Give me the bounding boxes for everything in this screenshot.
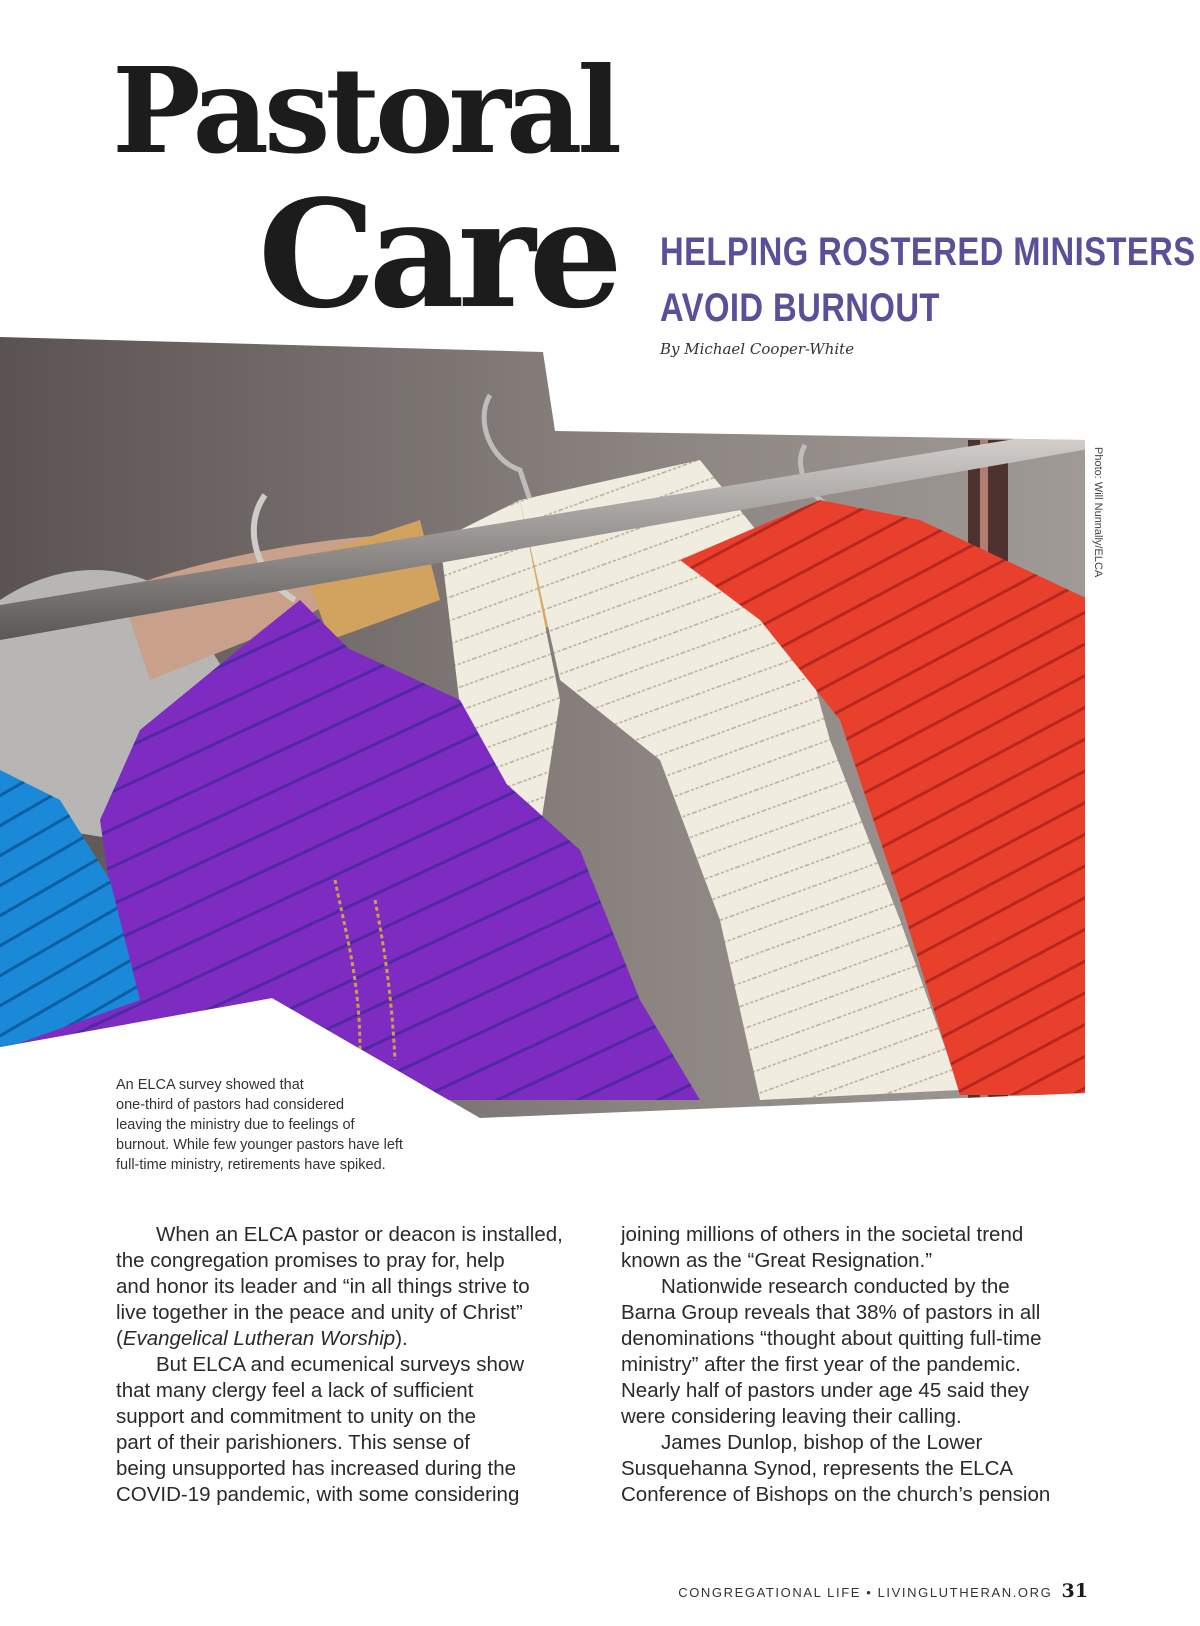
body-line: James Dunlop, bishop of the Lower — [661, 1431, 983, 1454]
body-line: live together in the peace and unity of Christ” — [116, 1301, 523, 1324]
body-line: being unsupported has increased during the — [116, 1457, 517, 1480]
paren-open: ( — [116, 1327, 123, 1350]
caption-line: burnout. While few younger pastors have left — [116, 1137, 403, 1153]
page-number: 31 — [1061, 1580, 1088, 1602]
book-title: Evangelical Lutheran Worship — [122, 1327, 396, 1350]
photo-caption — [116, 1075, 436, 1175]
body-line: Barna Group reveals that 38% of pastors in all — [621, 1301, 1041, 1324]
body-line: Nearly half of pastors under age 45 said they — [621, 1379, 1029, 1402]
subtitle-line: HELPING ROSTERED MINISTERS — [660, 230, 1196, 274]
body-line: Nationwide research conducted by the — [661, 1275, 1010, 1298]
body-line — [116, 1326, 586, 1352]
headline-pastoral: Pastoral — [112, 41, 618, 180]
body-line: support and commitment to unity on the — [116, 1405, 477, 1428]
body-line: COVID-19 pandemic, with some considering — [116, 1483, 520, 1506]
body-line: ministry” after the first year of the pandemic. — [621, 1353, 1021, 1376]
body-line: When an ELCA pastor or deacon is installed, — [156, 1223, 563, 1246]
body-line: Susquehanna Synod, represents the ELCA — [621, 1457, 1014, 1480]
body-line: known as the “Great Resignation.” — [621, 1249, 933, 1272]
body-column-1 — [116, 1222, 586, 1508]
body-line: part of their parishioners. This sense of — [116, 1431, 470, 1454]
caption-line: leaving the ministry due to feelings of — [116, 1117, 355, 1133]
body-line: joining millions of others in the societal trend — [621, 1223, 1024, 1246]
body-column-2 — [621, 1222, 1091, 1508]
page-footer — [678, 1580, 1088, 1602]
body-line: Conference of Bishops on the church’s pension — [621, 1483, 1051, 1506]
body-line: were considering leaving their calling. — [621, 1405, 962, 1428]
byline: By Michael Cooper-White — [660, 340, 855, 358]
caption-line: one-third of pastors had considered — [116, 1097, 345, 1113]
body-line: that many clergy feel a lack of sufficient — [116, 1379, 474, 1402]
paren-close: ). — [395, 1327, 408, 1350]
body-line: denominations “thought about quitting full-time — [621, 1327, 1042, 1350]
caption-line: An ELCA survey showed that — [116, 1077, 304, 1093]
body-line: the congregation promises to pray for, help — [116, 1249, 505, 1272]
subtitle-line: AVOID BURNOUT — [660, 286, 940, 330]
headline-care: Care — [258, 167, 616, 341]
caption-line: full-time ministry, retirements have spiked. — [116, 1157, 386, 1173]
body-line: But ELCA and ecumenical surveys show — [156, 1353, 525, 1376]
photo-credit: Photo: Will Nunnally/ELCA — [1092, 447, 1104, 578]
footer-section: CONGREGATIONAL LIFE • LIVINGLUTHERAN.ORG — [678, 1585, 1053, 1600]
body-line: and honor its leader and “in all things strive to — [116, 1275, 530, 1298]
